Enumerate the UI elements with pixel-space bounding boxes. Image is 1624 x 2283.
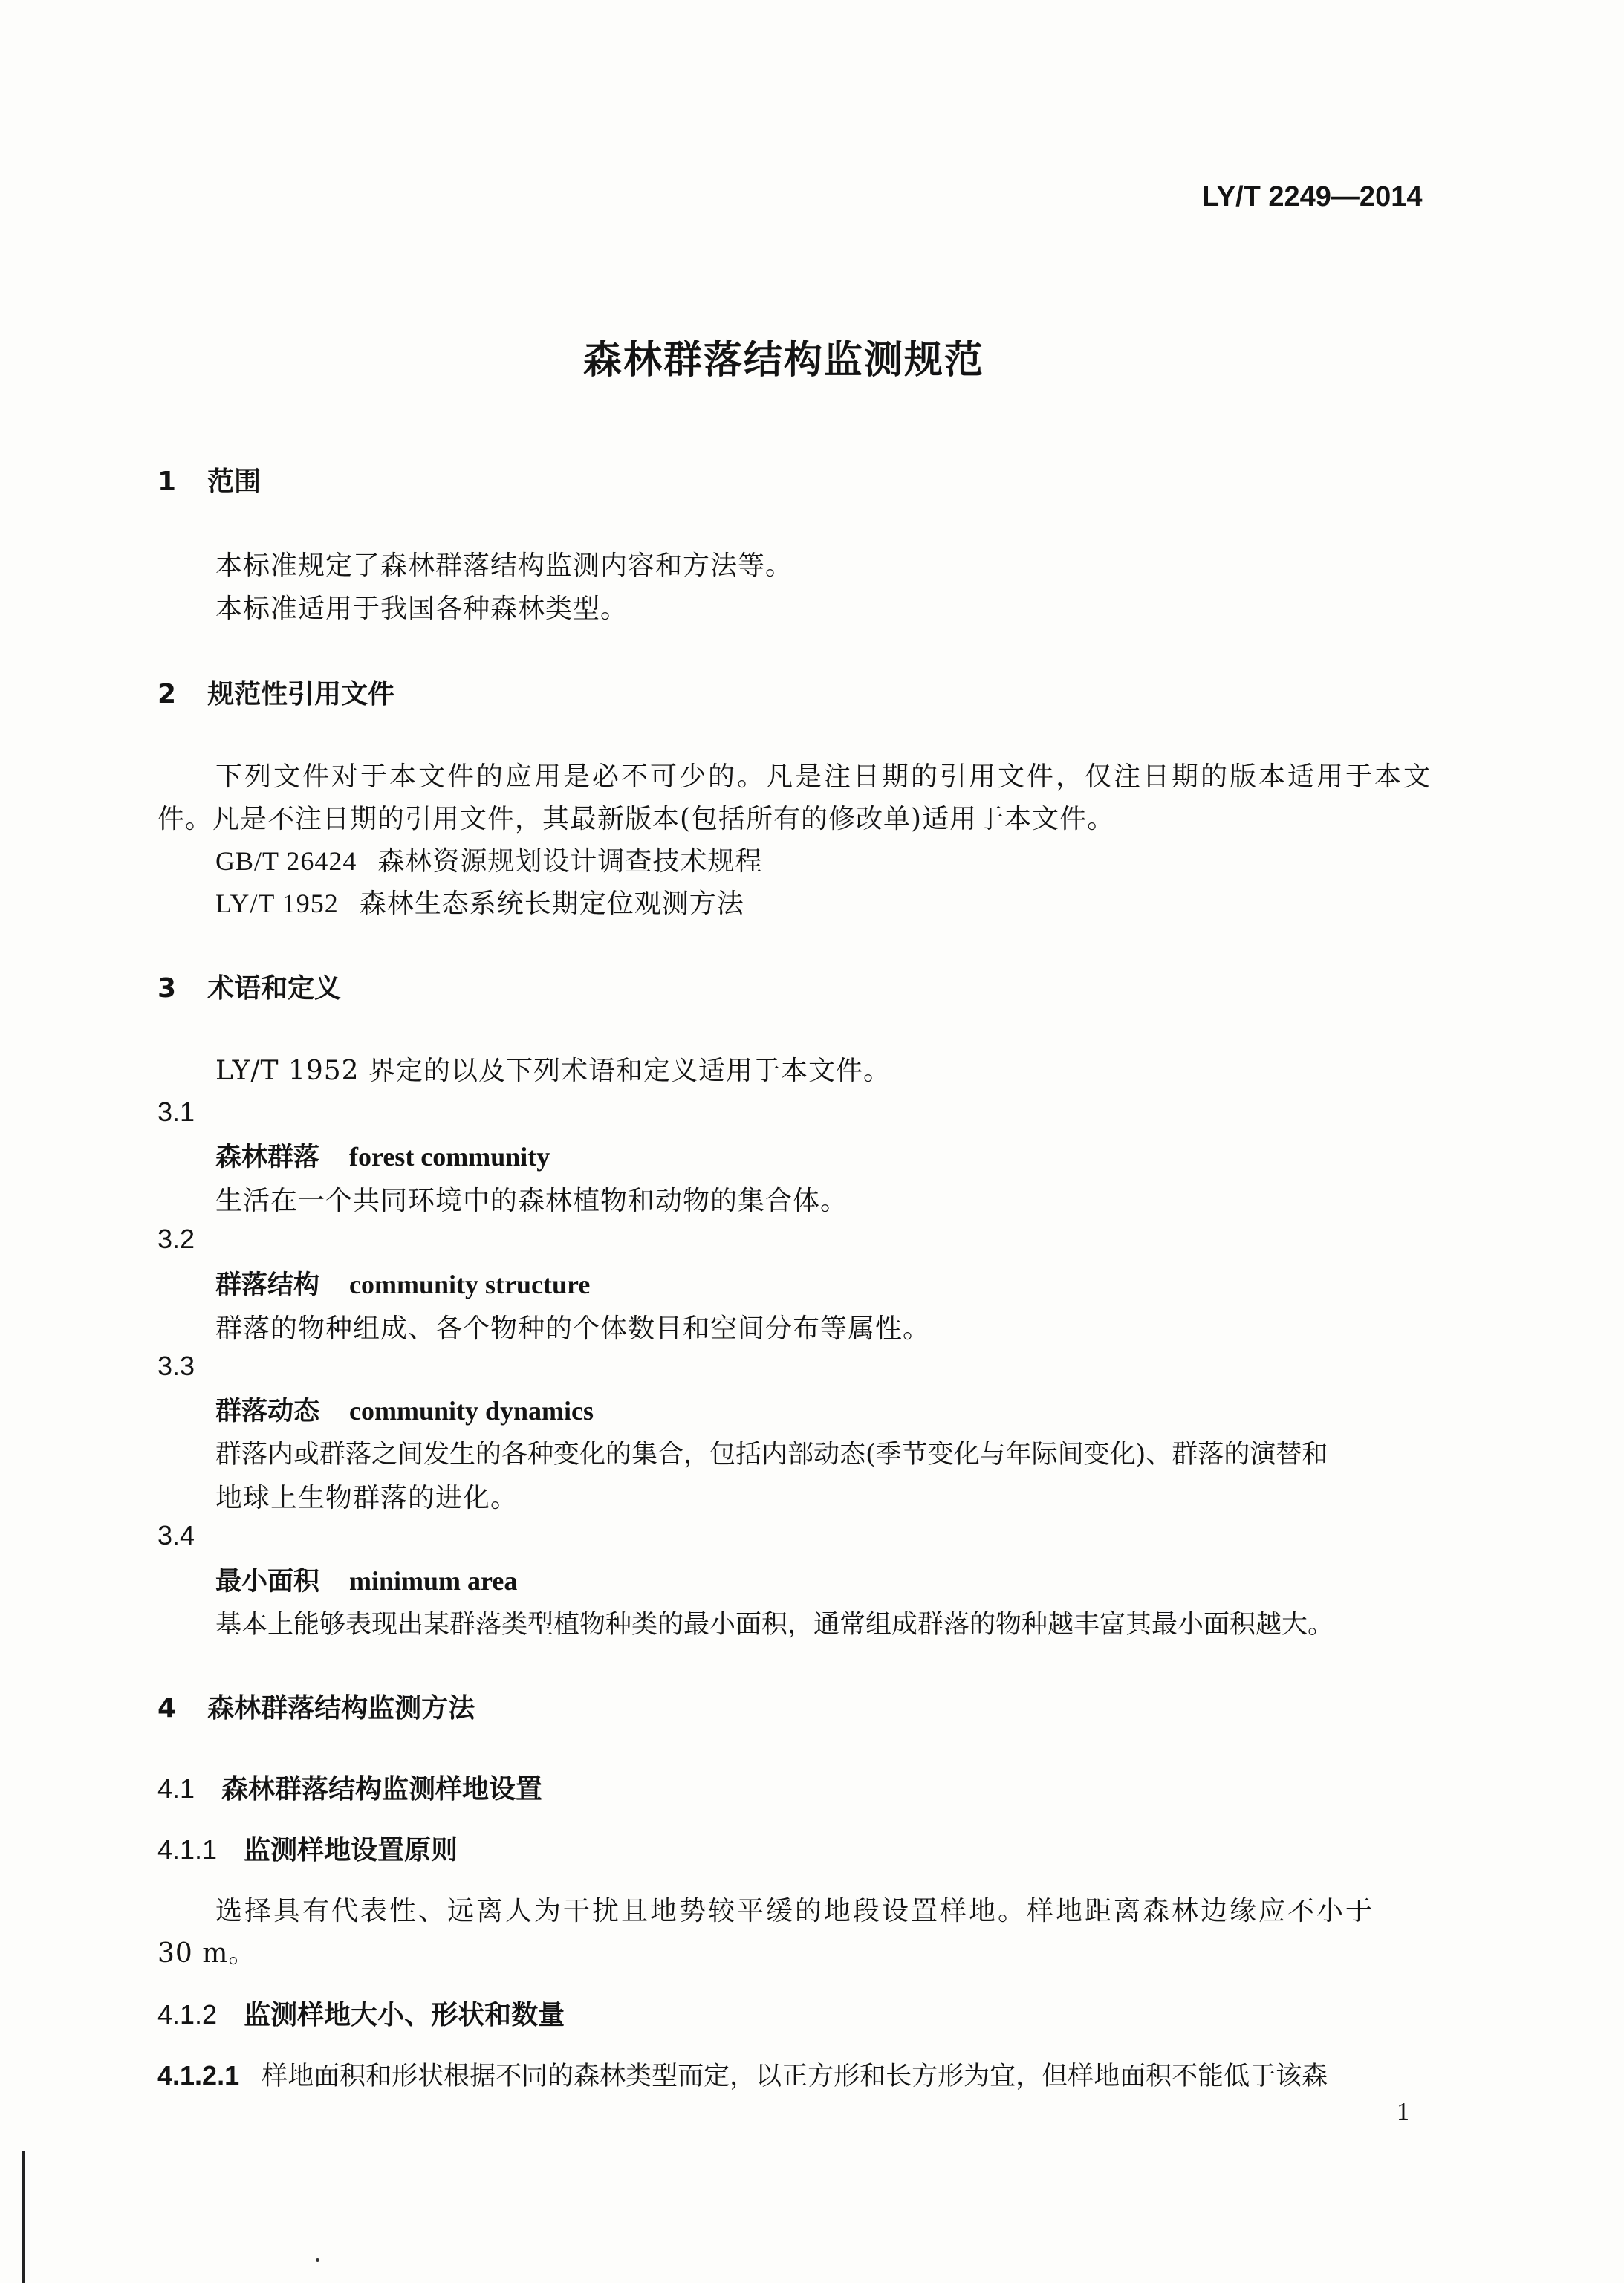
term-heading	[215, 1561, 517, 1598]
section-number: 4.1.2	[157, 1999, 218, 2030]
section-title: 术语和定义	[207, 973, 342, 1004]
reference-title: 森林生态系统长期定位观测方法	[359, 889, 744, 919]
term-english: forest community	[349, 1142, 550, 1172]
paragraph-line: 件。凡是不注日期的引用文件，其最新版本(包括所有的修改单)适用于本文件。	[157, 804, 1115, 834]
section-title: 监测样地大小、形状和数量	[244, 2000, 565, 2030]
section-title: 范围	[207, 467, 262, 497]
section-3-heading	[157, 967, 341, 1005]
section-number: 4.1.1	[157, 1834, 218, 1865]
paragraph-line: 下列文件对于本文件的应用是必不可少的。凡是注日期的引用文件，仅注日期的版本适用于本文	[215, 761, 1433, 792]
term-definition: 生活在一个共同环境中的森林植物和动物的集合体。	[215, 1186, 848, 1216]
section-title: 监测样地设置原则	[244, 1835, 458, 1865]
section-title: 森林群落结构监测方法	[207, 1693, 475, 1724]
paragraph: LY/T 1952 界定的以及下列术语和定义适用于本文件。	[215, 1056, 891, 1086]
section-title: 森林群落结构监测样地设置	[221, 1774, 543, 1805]
clause-text: 样地面积和形状根据不同的森林类型而定，以正方形和长方形为宜，但样地面积不能低于该森	[262, 2062, 1328, 2091]
scan-speck	[316, 2258, 319, 2262]
term-chinese: 最小面积	[215, 1567, 320, 1597]
term-chinese: 群落动态	[215, 1397, 320, 1426]
term-definition: 地球上生物群落的进化。	[215, 1483, 519, 1513]
section-number: 4	[157, 1693, 177, 1724]
subsection-4-1-1-heading	[157, 1829, 458, 1867]
term-heading	[215, 1264, 590, 1302]
term-definition: 群落内或群落之间发生的各种变化的集合，包括内部动态(季节变化与年际间变化)、群落的演替和	[215, 1440, 1328, 1470]
normative-reference	[215, 883, 744, 920]
term-heading	[215, 1391, 594, 1428]
term-number: 3.3	[157, 1351, 195, 1381]
term-definition: 群落的物种组成、各个物种的个体数目和空间分布等属性。	[215, 1313, 931, 1344]
section-number: 3	[157, 973, 177, 1004]
term-english: community dynamics	[349, 1396, 594, 1426]
term-definition: 基本上能够表现出某群落类型植物种类的最小面积，通常组成群落的物种越丰富其最小面积越大。	[215, 1610, 1334, 1640]
reference-code: GB/T 26424	[215, 846, 357, 876]
paragraph: 本标准规定了森林群落结构监测内容和方法等。	[215, 551, 793, 581]
term-english: minimum area	[349, 1566, 518, 1596]
reference-title: 森林资源规划设计调查技术规程	[377, 846, 763, 877]
clause-number: 4.1.2.1	[157, 2060, 240, 2091]
scan-edge-line	[22, 2151, 25, 2283]
paragraph-line: 30 m。	[157, 1938, 256, 1969]
standard-code: LY/T 2249—2014	[1202, 181, 1423, 212]
term-chinese: 群落结构	[215, 1270, 320, 1300]
clause-4-1-2-1	[157, 2056, 1328, 2093]
document-title: 森林群落结构监测规范	[583, 338, 985, 383]
subsection-4-1-2-heading	[157, 1994, 565, 2032]
section-2-heading	[157, 673, 394, 711]
subsection-4-1-heading	[157, 1768, 542, 1806]
term-number: 3.2	[157, 1224, 195, 1254]
term-heading	[215, 1137, 550, 1174]
term-chinese: 森林群落	[215, 1143, 320, 1172]
term-english: community structure	[349, 1270, 591, 1299]
section-1-heading	[157, 461, 261, 499]
reference-code: LY/T 1952	[215, 889, 339, 918]
term-number: 3.1	[157, 1097, 195, 1127]
section-title: 规范性引用文件	[207, 679, 395, 709]
paragraph: 本标准适用于我国各种森林类型。	[215, 594, 629, 624]
normative-reference	[215, 840, 762, 878]
page-number: 1	[1397, 2098, 1409, 2126]
term-number: 3.4	[157, 1520, 195, 1550]
section-4-heading	[157, 1687, 475, 1725]
section-number: 1	[157, 467, 177, 497]
paragraph-line: 选择具有代表性、远离人为干扰且地势较平缓的地段设置样地。样地距离森林边缘应不小于	[215, 1896, 1375, 1926]
section-number: 2	[157, 679, 177, 709]
section-number: 4.1	[157, 1773, 195, 1804]
